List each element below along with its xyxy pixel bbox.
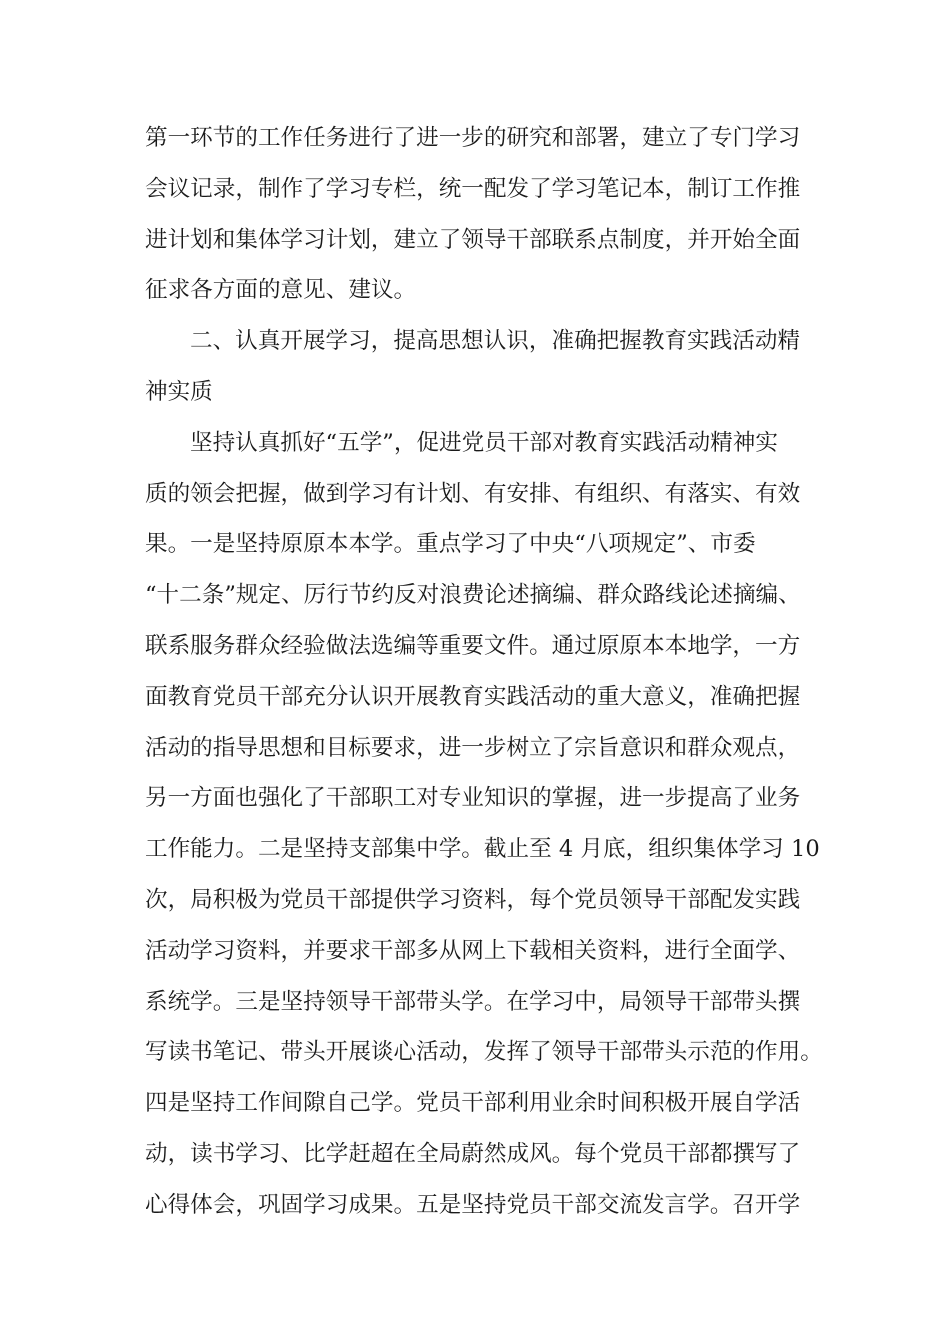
- text-line: 第一环节的工作任务进行了进一步的研究和部署，建立了专门学习: [145, 125, 801, 151]
- text-line: 心得体会，巩固学习成果。五是坚持党员干部交流发言学。召开学: [145, 1191, 801, 1218]
- text-line: 活动的指导思想和目标要求，进一步树立了宗旨意识和群众观点，: [145, 734, 801, 761]
- text-line: 动，读书学习、比学赶超在全局蔚然成风。每个党员干部都撰写了: [145, 1140, 801, 1167]
- text-line: 联系服务群众经验做法选编等重要文件。通过原原本本地学，一方: [145, 632, 801, 659]
- text-line: 质的领会把握，做到学习有计划、有安排、有组织、有落实、有效: [145, 480, 801, 507]
- text-line: 系统学。三是坚持领导干部带头学。在学习中，局领导干部带头撰: [145, 988, 801, 1015]
- document-body: [145, 118, 823, 1236]
- text-line: “十二条”规定、厉行节约反对浪费论述摘编、群众路线论述摘编、: [145, 582, 801, 609]
- text-line: 坚持认真抓好“五学”，促进党员干部对教育实践活动精神实: [190, 429, 778, 456]
- text-line: 征求各方面的意见、建议。: [145, 277, 417, 304]
- text-line: 会议记录，制作了学习专栏，统一配发了学习笔记本，制订工作推: [145, 175, 801, 202]
- text-line: 写读书笔记、带头开展谈心活动，发挥了领导干部带头示范的作用。: [145, 1039, 823, 1066]
- text-line: 另一方面也强化了干部职工对专业知识的掌握，进一步提高了业务: [145, 785, 801, 812]
- text-line: 果。一是坚持原原本本学。重点学习了中央“八项规定”、市委: [145, 531, 756, 558]
- text-line: 面教育党员干部充分认识开展教育实践活动的重大意义，准确把握: [145, 683, 801, 710]
- text-line: 四是坚持工作间隙自己学。党员干部利用业余时间积极开展自学活: [145, 1090, 801, 1117]
- text-line: 工作能力。二是坚持支部集中学。截止至 4 月底，组织集体学习 10: [145, 836, 820, 863]
- text-line: 次，局积极为党员干部提供学习资料，每个党员领导干部配发实践: [145, 886, 801, 913]
- text-line: 神实质: [145, 378, 213, 405]
- text-line: 二、认真开展学习，提高思想认识，准确把握教育实践活动精: [190, 328, 801, 355]
- text-line: 进计划和集体学习计划，建立了领导干部联系点制度，并开始全面: [145, 226, 801, 253]
- text-line: 活动学习资料，并要求干部多从网上下载相关资料，进行全面学、: [145, 937, 801, 964]
